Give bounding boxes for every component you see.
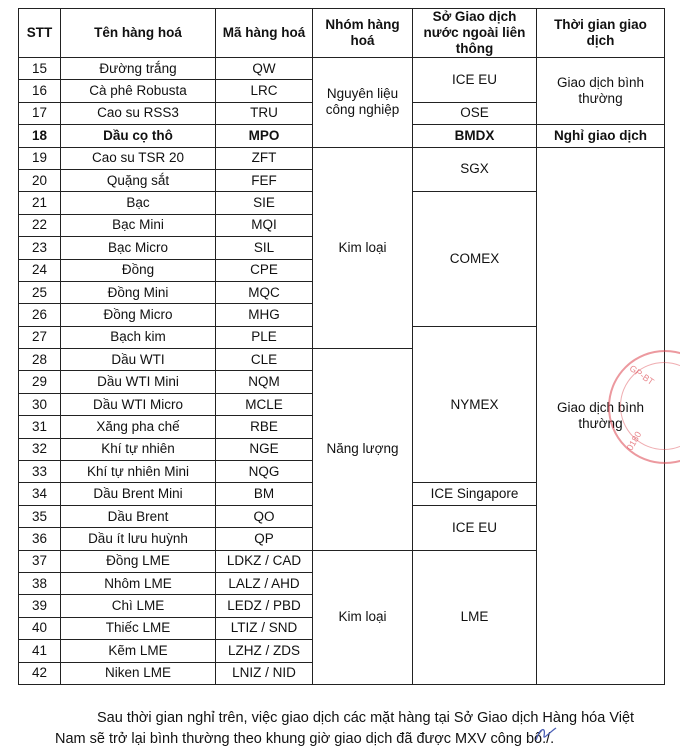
cell-name: Chì LME	[61, 595, 216, 617]
header-exchange: Sở Giao dịch nước ngoài liên thông	[413, 9, 537, 58]
signature-mark	[532, 722, 562, 746]
cell-stt: 33	[19, 461, 61, 483]
cell-name: Dầu ít lưu huỳnh	[61, 528, 216, 550]
cell-name: Đồng Micro	[61, 304, 216, 326]
cell-code: LZHZ / ZDS	[216, 640, 313, 662]
cell-code: RBE	[216, 416, 313, 438]
cell-code: ZFT	[216, 147, 313, 169]
cell-code: QO	[216, 505, 313, 527]
cell-name: Cà phê Robusta	[61, 80, 216, 102]
cell-stt: 20	[19, 169, 61, 191]
cell-code: BM	[216, 483, 313, 505]
cell-name: Nhôm LME	[61, 572, 216, 594]
cell-stt: 18	[19, 125, 61, 147]
cell-code: LALZ / AHD	[216, 572, 313, 594]
cell-code: SIL	[216, 237, 313, 259]
cell-stt: 16	[19, 80, 61, 102]
table-row	[19, 58, 665, 80]
cell-name: Quặng sắt	[61, 169, 216, 191]
cell-name: Xăng pha chế	[61, 416, 216, 438]
cell-name: Đồng Mini	[61, 281, 216, 303]
cell-stt: 19	[19, 147, 61, 169]
cell-code: TRU	[216, 102, 313, 124]
time-cell: Giao dịch bình thường	[537, 58, 665, 125]
cell-code: MCLE	[216, 393, 313, 415]
group-cell: Năng lượng	[313, 349, 413, 551]
cell-name: Bạc	[61, 192, 216, 214]
exchange-cell: BMDX	[413, 125, 537, 147]
cell-stt: 26	[19, 304, 61, 326]
cell-stt: 41	[19, 640, 61, 662]
group-cell: Nguyên liệu công nghiệp	[313, 58, 413, 148]
cell-code: CLE	[216, 349, 313, 371]
cell-code: CPE	[216, 259, 313, 281]
cell-stt: 34	[19, 483, 61, 505]
cell-code: MPO	[216, 125, 313, 147]
cell-code: QW	[216, 58, 313, 80]
exchange-cell: ICE EU	[413, 58, 537, 103]
cell-stt: 31	[19, 416, 61, 438]
cell-code: NGE	[216, 438, 313, 460]
cell-stt: 39	[19, 595, 61, 617]
cell-name: Đồng LME	[61, 550, 216, 572]
cell-code: FEF	[216, 169, 313, 191]
cell-code: LDKZ / CAD	[216, 550, 313, 572]
closing-note: Sau thời gian nghỉ trên, việc giao dịch các mặt hàng tại Sở Giao dịch Hàng hóa Việt Nam sẽ trở lại bình thường theo khung giờ giao dịch đã được MXV công bố./.	[55, 710, 635, 747]
cell-name: Dầu cọ thô	[61, 125, 216, 147]
cell-code: LTIZ / SND	[216, 617, 313, 639]
cell-stt: 29	[19, 371, 61, 393]
cell-stt: 17	[19, 102, 61, 124]
cell-name: Dầu WTI Micro	[61, 393, 216, 415]
exchange-cell: ICE EU	[413, 505, 537, 550]
exchange-cell: OSE	[413, 102, 537, 124]
cell-name: Dầu Brent Mini	[61, 483, 216, 505]
cell-code: NQG	[216, 461, 313, 483]
cell-name: Cao su RSS3	[61, 102, 216, 124]
cell-stt: 21	[19, 192, 61, 214]
cell-stt: 22	[19, 214, 61, 236]
cell-code: LRC	[216, 80, 313, 102]
cell-code: SIE	[216, 192, 313, 214]
commodity-table	[18, 8, 665, 685]
header-stt: STT	[19, 9, 61, 58]
cell-name: Bạc Mini	[61, 214, 216, 236]
cell-code: LNIZ / NID	[216, 662, 313, 684]
cell-name: Đường trắng	[61, 58, 216, 80]
cell-name: Thiếc LME	[61, 617, 216, 639]
cell-stt: 40	[19, 617, 61, 639]
cell-code: LEDZ / PBD	[216, 595, 313, 617]
cell-code: MHG	[216, 304, 313, 326]
cell-stt: 23	[19, 237, 61, 259]
exchange-cell: ICE Singapore	[413, 483, 537, 505]
cell-code: PLE	[216, 326, 313, 348]
cell-name: Đồng	[61, 259, 216, 281]
cell-name: Bạch kim	[61, 326, 216, 348]
group-cell: Kim loại	[313, 147, 413, 349]
cell-name: Kẽm LME	[61, 640, 216, 662]
cell-name: Dầu WTI Mini	[61, 371, 216, 393]
cell-name: Khí tự nhiên	[61, 438, 216, 460]
cell-stt: 27	[19, 326, 61, 348]
cell-code: QP	[216, 528, 313, 550]
exchange-cell: LME	[413, 550, 537, 684]
time-cell: Giao dịch bình thường	[537, 147, 665, 684]
exchange-cell: NYMEX	[413, 326, 537, 483]
table-row	[19, 147, 665, 169]
cell-stt: 15	[19, 58, 61, 80]
header-time: Thời gian giao dịch	[537, 9, 665, 58]
cell-name: Dầu WTI	[61, 349, 216, 371]
cell-stt: 28	[19, 349, 61, 371]
cell-code: MQI	[216, 214, 313, 236]
exchange-cell: COMEX	[413, 192, 537, 326]
cell-name: Niken LME	[61, 662, 216, 684]
cell-stt: 37	[19, 550, 61, 572]
cell-stt: 35	[19, 505, 61, 527]
exchange-cell: SGX	[413, 147, 537, 192]
cell-name: Khí tự nhiên Mini	[61, 461, 216, 483]
cell-name: Cao su TSR 20	[61, 147, 216, 169]
cell-stt: 38	[19, 572, 61, 594]
cell-name: Dầu Brent	[61, 505, 216, 527]
cell-stt: 30	[19, 393, 61, 415]
cell-stt: 42	[19, 662, 61, 684]
cell-stt: 25	[19, 281, 61, 303]
header-name: Tên hàng hoá	[61, 9, 216, 58]
cell-stt: 36	[19, 528, 61, 550]
header-code: Mã hàng hoá	[216, 9, 313, 58]
cell-code: MQC	[216, 281, 313, 303]
stamp-text-top: GP-BT	[627, 363, 656, 387]
time-cell: Nghỉ giao dịch	[537, 125, 665, 147]
header-group: Nhóm hàng hoá	[313, 9, 413, 58]
cell-code: NQM	[216, 371, 313, 393]
cell-name: Bạc Micro	[61, 237, 216, 259]
group-cell: Kim loại	[313, 550, 413, 684]
cell-stt: 24	[19, 259, 61, 281]
cell-stt: 32	[19, 438, 61, 460]
stamp-text-bottom: 0180	[624, 429, 644, 453]
